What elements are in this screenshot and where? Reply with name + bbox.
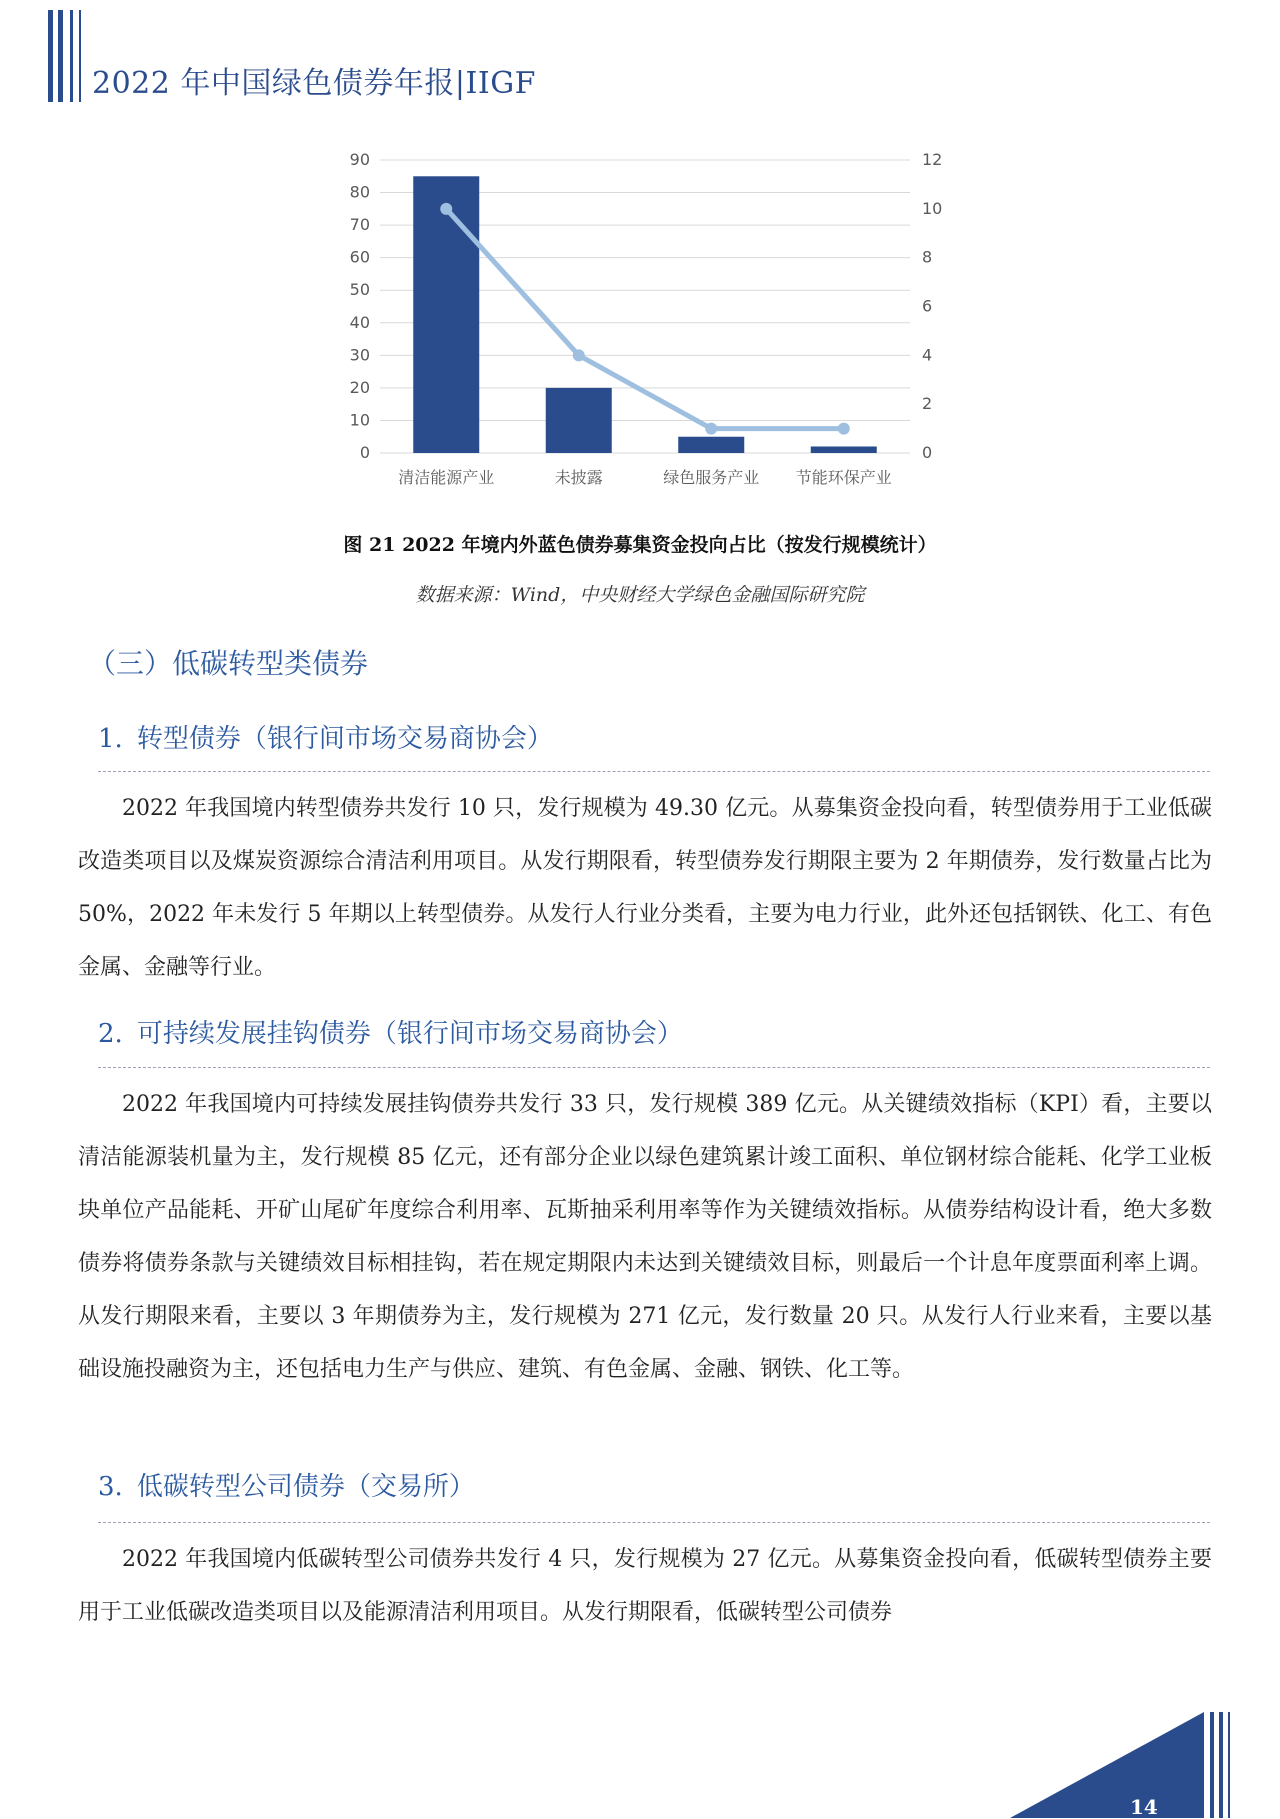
series-line [446,209,844,429]
figure-source: 数据来源：Wind，中央财经大学绿色金融国际研究院 [415,584,865,606]
subsection-number: 2. [98,1019,123,1049]
subsection-number: 1. [98,724,123,754]
subsection-heading [98,1466,475,1503]
y-tick-label-left: 0 [359,443,370,462]
subsection-number: 3. [98,1472,123,1502]
paragraph: 2022 年我国境内低碳转型公司债券共发行 4 只，发行规模为 27 亿元。从募集资金投向看，低碳转型债券主要用于工业低碳改造类项目以及能源清洁利用项目。从发行期限看，低碳转型公司债券 [78,1547,1212,1625]
paragraph: 2022 年我国境内转型债券共发行 10 只，发行规模为 49.30 亿元。从募集资金投向看，转型债券用于工业低碳改造类项目以及煤炭资源综合清洁利用项目。从发行期限看，转型债券发行期限主要为 2 年期债券，发行数量占比为 50%，2022 年未发行 5 年期以上转型债券。从发行人行业分类看，主要为电力行业，此外还包括钢铁、化工、有色金属、金融等行业。 [78,796,1212,980]
divider [98,1522,1210,1523]
y-tick-label-right: 4 [922,345,933,365]
bar [546,388,612,453]
bar [678,437,744,453]
header-bar [48,10,53,102]
subsection-heading [98,1013,683,1050]
subsection-title: 低碳转型公司债券（交易所） [136,1472,475,1502]
header-bar [70,10,73,102]
x-tick-label: 绿色服务产业 [663,468,760,487]
section-title: （三）低碳转型类债券 [88,647,369,680]
y-tick-label-left: 30 [349,345,370,365]
y-tick-label-left: 20 [349,377,370,397]
y-tick-label-right: 2 [922,394,933,414]
subsection-heading [98,718,553,755]
y-tick-label-left: 80 [349,182,370,202]
header-bar [79,10,81,102]
y-tick-label-left: 60 [349,247,370,267]
line-point [440,203,452,215]
paragraph: 2022 年我国境内可持续发展挂钩债券共发行 33 只，发行规模 389 亿元。从关键绩效指标（KPI）看，主要以清洁能源装机量为主，发行规模 85 亿元，还有部分企业以绿色建筑累计竣工面积、单位钢材综合能耗、化学工业板块单位产品能耗、开矿山尾矿年度综合利用率、瓦斯抽采利用率等作为关键绩效指标。从债券结构设计看，绝大多数债券将债券条款与关键绩效目标相挂钩，若在规定期限内未达到关键绩效目标，则最后一个计息年度票面利率上调。从发行期限来看，主要以 3 年期债券为主，发行规模为 271 亿元，发行数量 20 只。从发行人行业来看，主要以基础设施投融资为主，还包括电力生产与供应、建筑、有色金属、金融、钢铁、化工等。 [78,1092,1212,1382]
header-bar [58,10,63,102]
page-number: 14 [1130,1795,1158,1819]
y-tick-label-right: 12 [922,150,943,169]
divider [98,1067,1210,1068]
y-tick-label-right: 10 [922,198,943,218]
figure-caption: 图 21 2022 年境内外蓝色债券募集资金投向占比（按发行规模统计） [343,534,937,556]
bar-line-chart [340,140,960,500]
y-tick-label-left: 10 [349,410,370,430]
y-tick-label-right: 0 [922,443,933,462]
subsection-title: 转型债券（银行间市场交易商协会） [136,724,553,754]
y-tick-label-right: 6 [922,296,933,316]
x-tick-label: 未披露 [554,468,603,487]
y-tick-label-left: 90 [349,150,370,169]
y-tick-label-right: 8 [922,247,933,267]
bar [811,446,877,453]
line-point [705,423,717,435]
y-tick-label-left: 70 [349,215,370,235]
header-title: 2022 年中国绿色债券年报|IIGF [92,66,536,101]
divider [98,771,1210,772]
line-point [838,423,850,435]
subsection-title: 可持续发展挂钩债券（银行间市场交易商协会） [136,1019,683,1049]
y-tick-label-left: 40 [349,312,370,332]
x-tick-label: 节能环保产业 [795,468,892,487]
bar [413,176,479,453]
y-tick-label-left: 50 [349,280,370,300]
line-point [573,349,585,361]
x-tick-label: 清洁能源产业 [398,468,495,487]
